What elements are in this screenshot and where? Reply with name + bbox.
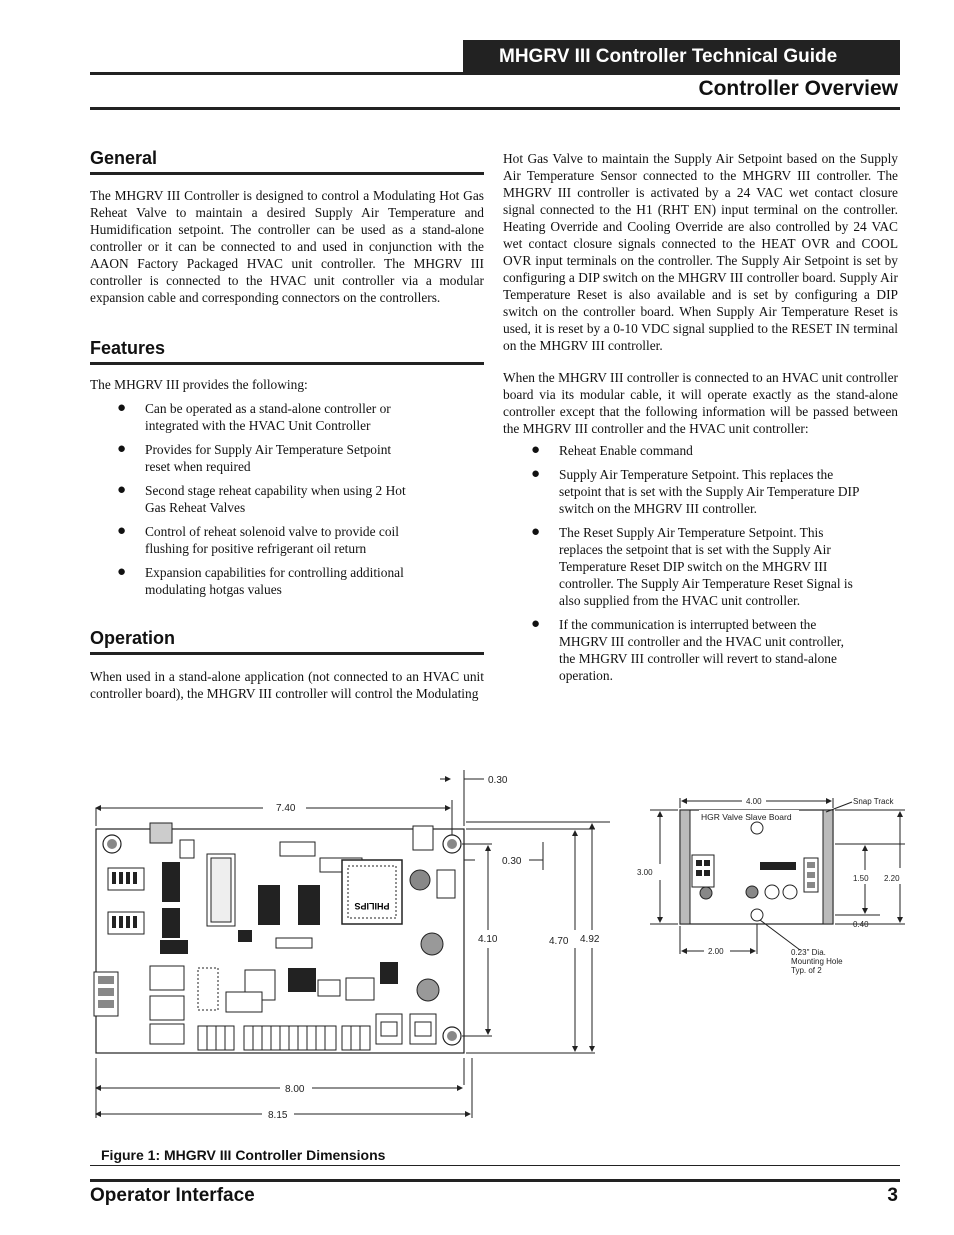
general-paragraph: The MHGRV III Controller is designed to control a Modulating Hot Gas Reheat Valve to maintain a desired Supply Air Temperature and Humidification setpoint. The controller can be used as a stand-alone controller or it can be connected to and used in conjunction with the AAON Factory Packaged HVAC unit controller. The MHGRV III controller is connected to the HVAC unit controller via a modular expansion cable and corresponding connectors on the controllers. (90, 188, 484, 305)
capacitor-icon (417, 979, 439, 1001)
footer-section: Operator Interface (90, 1185, 255, 1206)
chip-icon (162, 908, 180, 938)
hole-note: Mounting Hole (791, 957, 843, 966)
dim-label: 0.30 (488, 775, 508, 786)
bullet-icon: ● (117, 523, 127, 539)
dim-label: 0.40 (853, 920, 869, 929)
dim-label: 4.00 (746, 797, 762, 806)
list-item: ● Control of reheat solenoid valve to provide coil flushing for positive refrigerant oil return (117, 523, 399, 556)
chip-icon (258, 885, 280, 925)
features-heading: Features (90, 338, 484, 365)
dim-label: 4.10 (478, 934, 498, 945)
snap-track-label: Snap Track (853, 797, 894, 806)
bullet-icon: ● (531, 466, 541, 482)
dim-label: 0.30 (502, 856, 522, 867)
relay-icon (150, 1024, 184, 1044)
mounting-hole-icon (447, 1031, 457, 1041)
mounting-hole-icon (107, 839, 117, 849)
relay-icon (150, 966, 184, 990)
chip-icon (298, 885, 320, 925)
list-item: ● The Reset Supply Air Temperature Setpoint. This replaces the setpoint that is set with the Supply Air Temperature Reset DIP switch on the MHGRV III controller. The Supply Air Temperature Reset Signal is also supplied from the HVAC unit controller. (531, 524, 853, 608)
dim-label: 4.70 (549, 936, 569, 947)
svg-text:PHILIPS: PHILIPS (354, 901, 390, 911)
dim-label: 4.92 (580, 934, 600, 945)
operation-paragraph-2: Hot Gas Valve to maintain the Supply Air Setpoint based on the Supply Air Temperature Sensor connected to the MHGRV III controller. The MHGRV III controller is activated by a 24 VAC wet contact closure signal connected to the H1 (RHT EN) input terminal on the controller. Heating Override and Cooling Override are also controlled by 24 VAC wet contact closure signals connected to the HEAT OVR and COOL OVR input terminals on the controller. The Supply Air Setpoint is set by configuring a DIP switch on the MHGRV III controller board. Supply Air Temperature Reset is also available and is set by configuring a DIP switch on the controller board. When Supply Air Temperature Reset is used, it is reset by a 0-10 VDC signal supplied to the RESET IN terminal on the MHGRV III controller. (503, 151, 898, 353)
dim-label: 8.00 (285, 1084, 305, 1095)
bullet-icon: ● (117, 400, 127, 416)
capacitor-icon (421, 933, 443, 955)
slave-board-label: HGR Valve Slave Board (701, 812, 792, 822)
snap-track-icon (823, 810, 833, 924)
guide-title: MHGRV III Controller Technical Guide (499, 46, 838, 67)
dim-label: 7.40 (276, 803, 296, 814)
dim-label: 8.15 (268, 1110, 288, 1121)
hole-note: 0.23" Dia. (791, 948, 826, 957)
terminal-block-icon (244, 1026, 336, 1050)
bullet-icon: ● (531, 442, 541, 458)
bullet-icon: ● (117, 564, 127, 580)
list-item: ● Second stage reheat capability when using 2 Hot Gas Reheat Valves (117, 482, 406, 515)
chip-icon (162, 862, 180, 902)
main-board (94, 823, 464, 1053)
features-intro: The MHGRV III provides the following: (90, 377, 308, 392)
figure-caption: Figure 1: MHGRV III Controller Dimensions (101, 1147, 386, 1163)
dim-label: 3.00 (637, 868, 653, 877)
footer-rule (90, 1179, 900, 1182)
chip-icon (380, 962, 398, 984)
operation-paragraph-3: When the MHGRV III controller is connected to an HVAC unit controller board via its modular cable, it will operate exactly as the stand-alone controller except that the following information will be passed between the MHGRV III controller and the HVAC unit controller: (503, 370, 898, 436)
list-item: ● Expansion capabilities for controlling additional modulating hotgas values (117, 564, 404, 597)
caption-rule (90, 1165, 900, 1166)
slave-board (680, 810, 833, 924)
operation-paragraph-1: When used in a stand-alone application (not connected to an HVAC unit controller board), the MHGRV III controller will control the Modulating (90, 669, 484, 701)
list-item: ● If the communication is interrupted between the MHGRV III controller and the HVAC unit controller, the MHGRV III controller will revert to stand-alone operation. (531, 616, 844, 683)
list-item: ● Reheat Enable command (531, 442, 693, 458)
general-heading: General (90, 148, 484, 175)
dim-label: 1.50 (853, 874, 869, 883)
relay-icon (150, 996, 184, 1020)
page-number: 3 (887, 1185, 898, 1206)
dim-label: 2.00 (708, 947, 724, 956)
page-title: Controller Overview (698, 77, 898, 100)
list-item: ● Can be operated as a stand-alone controller or integrated with the HVAC Unit Controller (117, 400, 391, 433)
bullet-icon: ● (531, 524, 541, 540)
hole-note: Typ. of 2 (791, 966, 822, 975)
bullet-icon: ● (117, 482, 127, 498)
dim-label: 2.20 (884, 874, 900, 883)
snap-track-icon (680, 810, 690, 924)
bullet-icon: ● (531, 616, 541, 632)
connector-icon (150, 823, 172, 843)
chip-icon (288, 968, 316, 992)
capacitor-icon (410, 870, 430, 890)
mounting-hole-icon (447, 839, 457, 849)
bullet-icon: ● (117, 441, 127, 457)
list-item: ● Supply Air Temperature Setpoint. This replaces the setpoint that is set with the Supply Air Temperature DIP switch on the MHGRV III controller. (531, 466, 859, 516)
list-item: ● Provides for Supply Air Temperature Setpoint reset when required (117, 441, 392, 474)
processor-chip (342, 860, 402, 924)
operation-heading: Operation (90, 628, 484, 655)
terminal-block-icon (342, 1026, 370, 1050)
